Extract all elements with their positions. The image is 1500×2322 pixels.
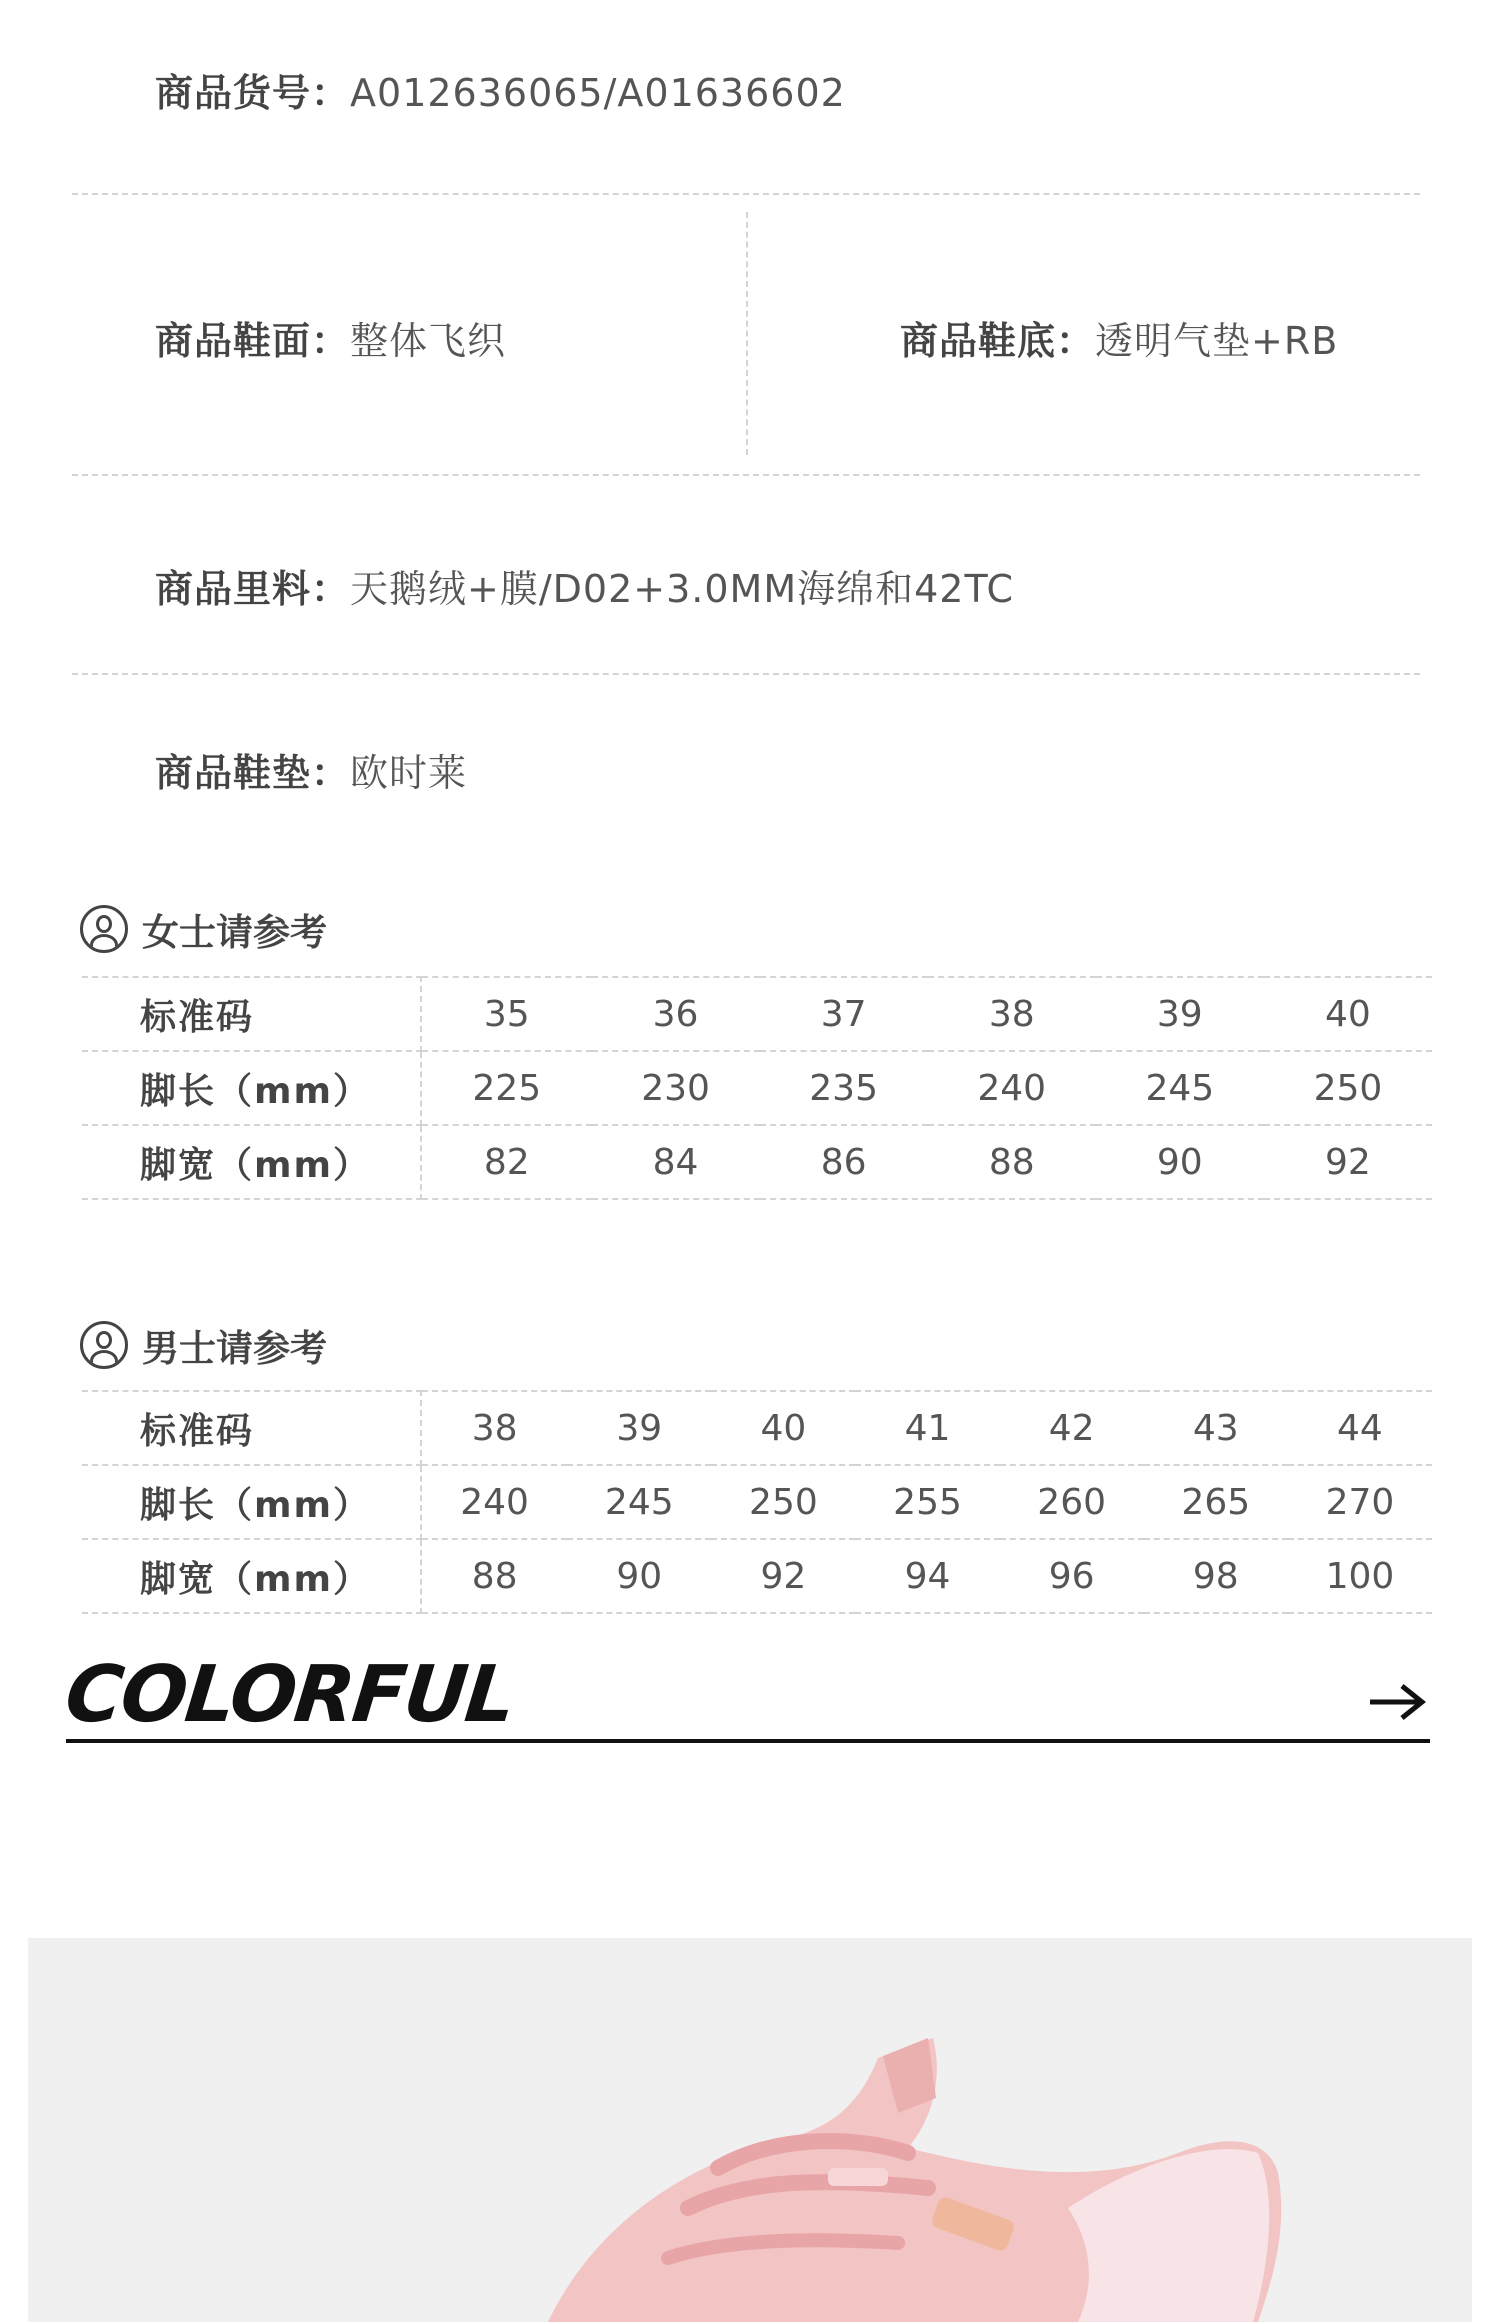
arrow-right-icon[interactable] <box>1368 1682 1426 1722</box>
spec-upper <box>155 310 506 365</box>
size-cell: 36 <box>592 977 760 1051</box>
size-cell: 88 <box>421 1539 567 1613</box>
size-cell: 41 <box>855 1391 999 1465</box>
men-size-title <box>80 1318 327 1372</box>
size-cell: 88 <box>928 1125 1096 1199</box>
spec-value: 透明气垫+RB <box>1095 319 1339 363</box>
size-cell: 40 <box>1264 977 1432 1051</box>
size-cell: 265 <box>1144 1465 1288 1539</box>
spec-lining <box>155 558 1014 613</box>
size-cell: 35 <box>421 977 592 1051</box>
men-title-text: 男士请参考 <box>142 1327 327 1370</box>
size-cell: 260 <box>1000 1465 1144 1539</box>
size-row-label: 脚长（mm） <box>82 1051 421 1125</box>
size-cell: 98 <box>1144 1539 1288 1613</box>
size-cell: 94 <box>855 1539 999 1613</box>
women-size-title <box>80 902 327 956</box>
size-cell: 225 <box>421 1051 592 1125</box>
size-cell: 82 <box>421 1125 592 1199</box>
size-cell: 40 <box>711 1391 855 1465</box>
size-row-label: 脚宽（mm） <box>82 1125 421 1199</box>
spec-insole <box>155 742 467 797</box>
size-cell: 245 <box>567 1465 711 1539</box>
size-row <box>82 1465 1432 1539</box>
size-cell: 38 <box>421 1391 567 1465</box>
product-image-panel <box>28 1938 1472 2322</box>
size-cell: 84 <box>592 1125 760 1199</box>
spec-label: 商品里料： <box>155 567 351 611</box>
size-cell: 250 <box>711 1465 855 1539</box>
size-cell: 96 <box>1000 1539 1144 1613</box>
spec-label: 商品鞋面： <box>155 319 351 363</box>
size-cell: 90 <box>1096 1125 1264 1199</box>
size-row <box>82 1125 1432 1199</box>
size-cell: 255 <box>855 1465 999 1539</box>
size-cell: 230 <box>592 1051 760 1125</box>
colorful-banner-title: COLORFUL <box>61 1650 518 1740</box>
female-user-icon <box>80 905 128 953</box>
spec-value: A012636065/A01636602 <box>350 71 846 115</box>
spec-label: 商品鞋底： <box>900 319 1096 363</box>
spec-value: 整体飞织 <box>350 319 507 363</box>
size-cell: 92 <box>1264 1125 1432 1199</box>
spec-value: 欧时莱 <box>350 751 468 795</box>
spec-value: 天鹅绒+膜/D02+3.0MM海绵和42TC <box>350 567 1014 611</box>
size-cell: 38 <box>928 977 1096 1051</box>
size-cell: 42 <box>1000 1391 1144 1465</box>
size-cell: 92 <box>711 1539 855 1613</box>
size-row-label: 标准码 <box>82 977 421 1051</box>
size-row-label: 标准码 <box>82 1391 421 1465</box>
male-user-icon <box>80 1321 128 1369</box>
size-cell: 86 <box>760 1125 928 1199</box>
divider <box>72 673 1420 675</box>
pink-sneaker-photo <box>28 1938 1472 2322</box>
size-cell: 235 <box>760 1051 928 1125</box>
size-row-label: 脚长（mm） <box>82 1465 421 1539</box>
size-cell: 240 <box>928 1051 1096 1125</box>
size-cell: 250 <box>1264 1051 1432 1125</box>
women-size-table <box>82 976 1432 1200</box>
spec-sole <box>900 310 1338 365</box>
size-cell: 37 <box>760 977 928 1051</box>
banner-underline <box>66 1739 1430 1743</box>
spec-item-no <box>155 62 846 117</box>
divider <box>72 193 1420 195</box>
divider <box>72 474 1420 476</box>
spec-label: 商品货号： <box>155 71 351 115</box>
size-cell: 270 <box>1288 1465 1432 1539</box>
size-row <box>82 977 1432 1051</box>
spec-label: 商品鞋垫： <box>155 751 351 795</box>
size-cell: 245 <box>1096 1051 1264 1125</box>
women-title-text: 女士请参考 <box>142 911 327 954</box>
size-cell: 90 <box>567 1539 711 1613</box>
men-size-table <box>82 1390 1432 1614</box>
size-row <box>82 1539 1432 1613</box>
size-cell: 39 <box>1096 977 1264 1051</box>
divider-vertical <box>746 212 748 455</box>
size-cell: 44 <box>1288 1391 1432 1465</box>
size-row <box>82 1391 1432 1465</box>
size-row-label: 脚宽（mm） <box>82 1539 421 1613</box>
size-cell: 240 <box>421 1465 567 1539</box>
size-cell: 100 <box>1288 1539 1432 1613</box>
size-cell: 43 <box>1144 1391 1288 1465</box>
size-cell: 39 <box>567 1391 711 1465</box>
size-row <box>82 1051 1432 1125</box>
